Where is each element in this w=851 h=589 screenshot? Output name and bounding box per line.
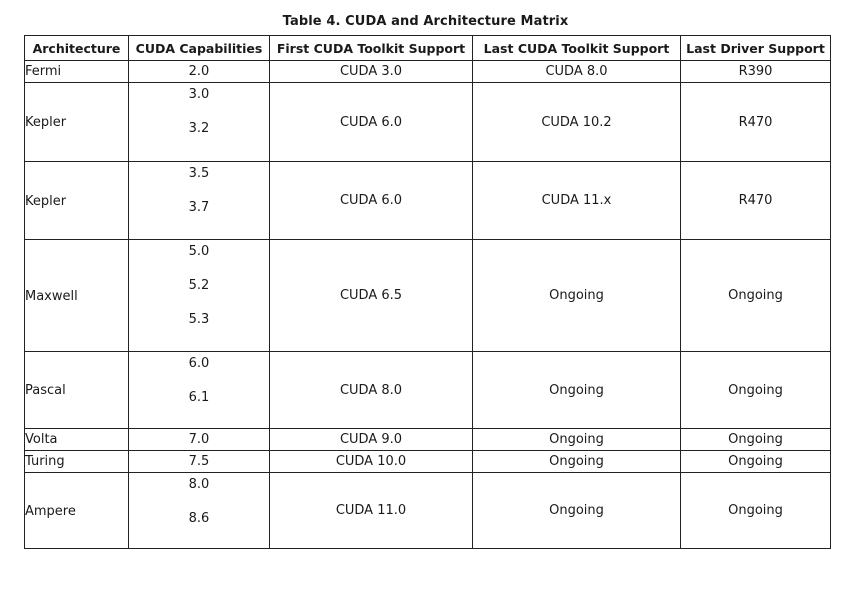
architecture-cell: Volta bbox=[25, 429, 129, 451]
architecture-cell: Kepler bbox=[25, 162, 129, 240]
capabilities-cell: 5.0 5.2 5.3 bbox=[129, 240, 270, 352]
first-toolkit-cell: CUDA 6.0 bbox=[270, 83, 473, 162]
last-driver-cell: Ongoing bbox=[681, 240, 831, 352]
architecture-cell: Kepler bbox=[25, 83, 129, 162]
capabilities-cell: 3.5 3.7 bbox=[129, 162, 270, 240]
first-toolkit-cell: CUDA 6.5 bbox=[270, 240, 473, 352]
architecture-cell: Ampere bbox=[25, 473, 129, 549]
architecture-cell: Turing bbox=[25, 451, 129, 473]
last-driver-cell: R470 bbox=[681, 83, 831, 162]
table-row bbox=[25, 473, 831, 549]
capabilities-cell: 8.0 8.6 bbox=[129, 473, 270, 549]
architecture-cell: Maxwell bbox=[25, 240, 129, 352]
last-toolkit-cell: CUDA 8.0 bbox=[473, 61, 681, 83]
table-row bbox=[25, 162, 831, 240]
last-toolkit-cell: Ongoing bbox=[473, 429, 681, 451]
capabilities-cell: 7.5 bbox=[129, 451, 270, 473]
capabilities-cell: 3.0 3.2 bbox=[129, 83, 270, 162]
last-toolkit-cell: CUDA 11.x bbox=[473, 162, 681, 240]
last-driver-cell: Ongoing bbox=[681, 352, 831, 429]
table-row bbox=[25, 352, 831, 429]
table-row bbox=[25, 61, 831, 83]
capabilities-cell: 2.0 bbox=[129, 61, 270, 83]
header-first-toolkit: First CUDA Toolkit Support bbox=[270, 36, 473, 61]
header-last-driver: Last Driver Support bbox=[681, 36, 831, 61]
first-toolkit-cell: CUDA 8.0 bbox=[270, 352, 473, 429]
last-driver-cell: R470 bbox=[681, 162, 831, 240]
first-toolkit-cell: CUDA 3.0 bbox=[270, 61, 473, 83]
architecture-cell: Pascal bbox=[25, 352, 129, 429]
first-toolkit-cell: CUDA 11.0 bbox=[270, 473, 473, 549]
capabilities-cell: 6.0 6.1 bbox=[129, 352, 270, 429]
capabilities-cell: 7.0 bbox=[129, 429, 270, 451]
last-driver-cell: R390 bbox=[681, 61, 831, 83]
table-header-row bbox=[25, 36, 831, 61]
first-toolkit-cell: CUDA 9.0 bbox=[270, 429, 473, 451]
architecture-cell: Fermi bbox=[25, 61, 129, 83]
header-architecture: Architecture bbox=[25, 36, 129, 61]
last-driver-cell: Ongoing bbox=[681, 451, 831, 473]
table-row bbox=[25, 451, 831, 473]
first-toolkit-cell: CUDA 10.0 bbox=[270, 451, 473, 473]
header-cuda-capabilities: CUDA Capabilities bbox=[129, 36, 270, 61]
table-caption: Table 4. CUDA and Architecture Matrix bbox=[282, 14, 569, 29]
last-toolkit-cell: Ongoing bbox=[473, 352, 681, 429]
last-toolkit-cell: Ongoing bbox=[473, 473, 681, 549]
table-row bbox=[25, 429, 831, 451]
header-last-toolkit: Last CUDA Toolkit Support bbox=[473, 36, 681, 61]
last-toolkit-cell: Ongoing bbox=[473, 451, 681, 473]
last-toolkit-cell: Ongoing bbox=[473, 240, 681, 352]
first-toolkit-cell: CUDA 6.0 bbox=[270, 162, 473, 240]
last-driver-cell: Ongoing bbox=[681, 473, 831, 549]
last-toolkit-cell: CUDA 10.2 bbox=[473, 83, 681, 162]
table-row bbox=[25, 83, 831, 162]
last-driver-cell: Ongoing bbox=[681, 429, 831, 451]
table-row bbox=[25, 240, 831, 352]
cuda-architecture-table bbox=[24, 35, 831, 549]
